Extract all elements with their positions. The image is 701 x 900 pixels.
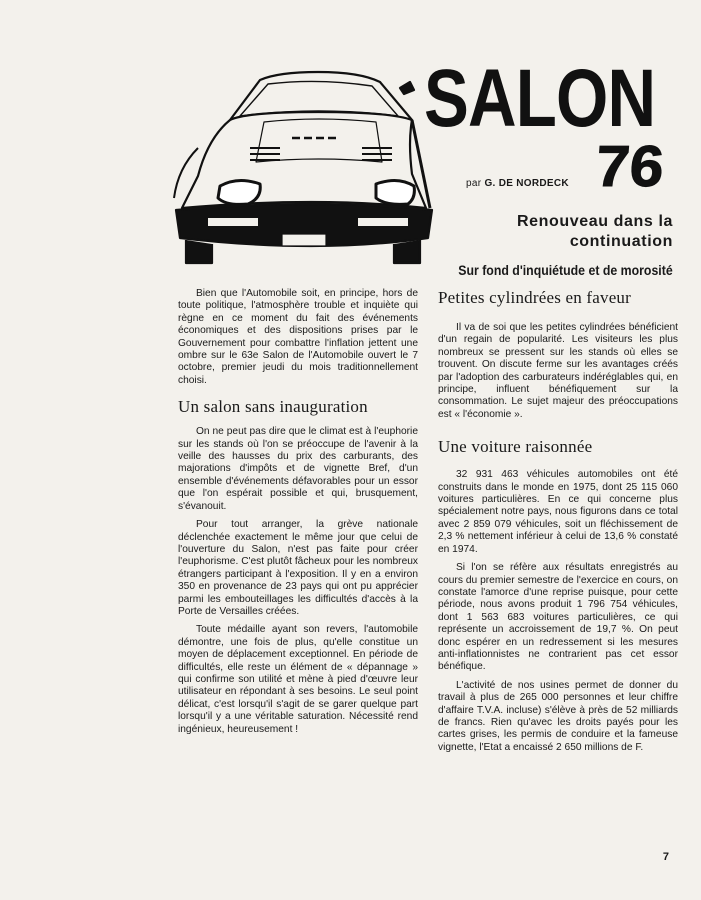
byline-prefix: par [466, 178, 482, 189]
right-column [438, 288, 678, 760]
paragraph: On ne peut pas dire que le climat est à l'euphorie sur les stands où l'on se préoccupe de l'avenir à la veille des hausses du prix des carburants, des majorations d'impôts et de vignette Bref, d'un ensemble d'événements défavorables pour un essor que l'on espérait possible et qui, brusquement, s'évanouit. [178, 426, 418, 512]
paragraph: 32 931 463 véhicules automobiles ont été construits dans le monde en 1975, dont 25 115 060 voitures particulières. En ce qui concerne plus spécialement notre pays, nous figurons dans ce total avec 2 859 079 véhicules, soit un fléchissement de 2,3 % nettement inférieur à celui de 13,6 % constaté en 1974. [438, 469, 678, 555]
paragraph: Pour tout arranger, la grève nationale déclenchée exactement le même jour que celui de l'ouverture du Salon, n'est pas faite pour créer l'euphorisme. C'est plutôt fâcheux pour les nombreux étrangers participant à l'exposition. Il y en a environ 350 en provenance de 23 pays qui ont pu apprécier parmi les embouteillages les difficultés d'accès à la Porte de Versailles créées. [178, 519, 418, 617]
byline [466, 178, 569, 189]
paragraph: Si l'on se réfère aux résultats enregistrés au cours du premier semestre de l'exercice en cours, on constate l'amorce d'une reprise puisque, pour cette période, nous avons produit 1 796 754 véhicules, dont 1 563 683 voitures particulières, ce qui représente un accroissement de 19,7 %. On peut donc espérer en un redressement si les mesures anti-inflationnistes ne contrarient pas cet essor bénéfique. [438, 562, 678, 673]
section-heading-petites-cylindrees: Petites cylindrées en faveur [438, 288, 631, 307]
car-illustration [168, 58, 438, 273]
section-heading-un-salon: Un salon sans inauguration [178, 397, 368, 417]
salon-title: SALON [424, 53, 656, 144]
article-tagline: Sur fond d'inquiétude et de morosité [458, 262, 673, 278]
intro-paragraph: Bien que l'Automobile soit, en principe, hors de toute politique, l'atmosphère trouble et inquiète qui règne en ce moment du fait des événements économiques et des dispositions prises par le Gouvernement pour combattre l'inflation jettent une ombre sur le 63e Salon de l'Automobile ouvert le 7 octobre, premier jeudi du mois traditionnellement choisi. [178, 288, 418, 386]
left-column [178, 288, 418, 742]
article-subtitle: Renouveau dans la continuation [516, 213, 673, 250]
salon-year: 76 [593, 134, 667, 199]
paragraph: Il va de soi que les petites cylindrées bénéficient d'un regain de popularité. Les visiteurs les plus nombreux se pressent sur les stands où elles se trouvent. On discute ferme sur les avantages créés par l'adoption des carburateurs indéréglables qui, en principe, influent bénéfiquement sur la consommation. Le sujet majeur des préoccupations est « l'économie ». [438, 322, 678, 420]
byline-author: G. DE NORDECK [484, 178, 569, 189]
paragraph: L'activité de nos usines permet de donner du travail à plus de 265 000 personnes et leur chiffre d'affaire T.V.A. incluse) s'élève à près de 52 milliards de francs. Rien qu'avec les droits payés pour les cartes grises, les permis de conduire et la fameuse vignette, l'Etat a encaissé 2 650 millions de F. [438, 679, 678, 753]
section-heading-voiture-raisonnee: Une voiture raisonnée [438, 437, 593, 457]
paragraph: Toute médaille ayant son revers, l'automobile démontre, une fois de plus, qu'elle constitue un moyen de déplacement exceptionnel. En période de difficultés, elle reste un élément de « dépannage » qui confirme son utilité et mène à pied d'œuvre leur utilisateur en répondant à ses besoins. Le seul point délicat, c'est lorsqu'il s'agit de se garer quelque part lorsqu'il y a une véritable saturation. Nécessité rend ingénieux, heureusement ! [178, 624, 418, 735]
page-number: 7 [662, 851, 669, 863]
